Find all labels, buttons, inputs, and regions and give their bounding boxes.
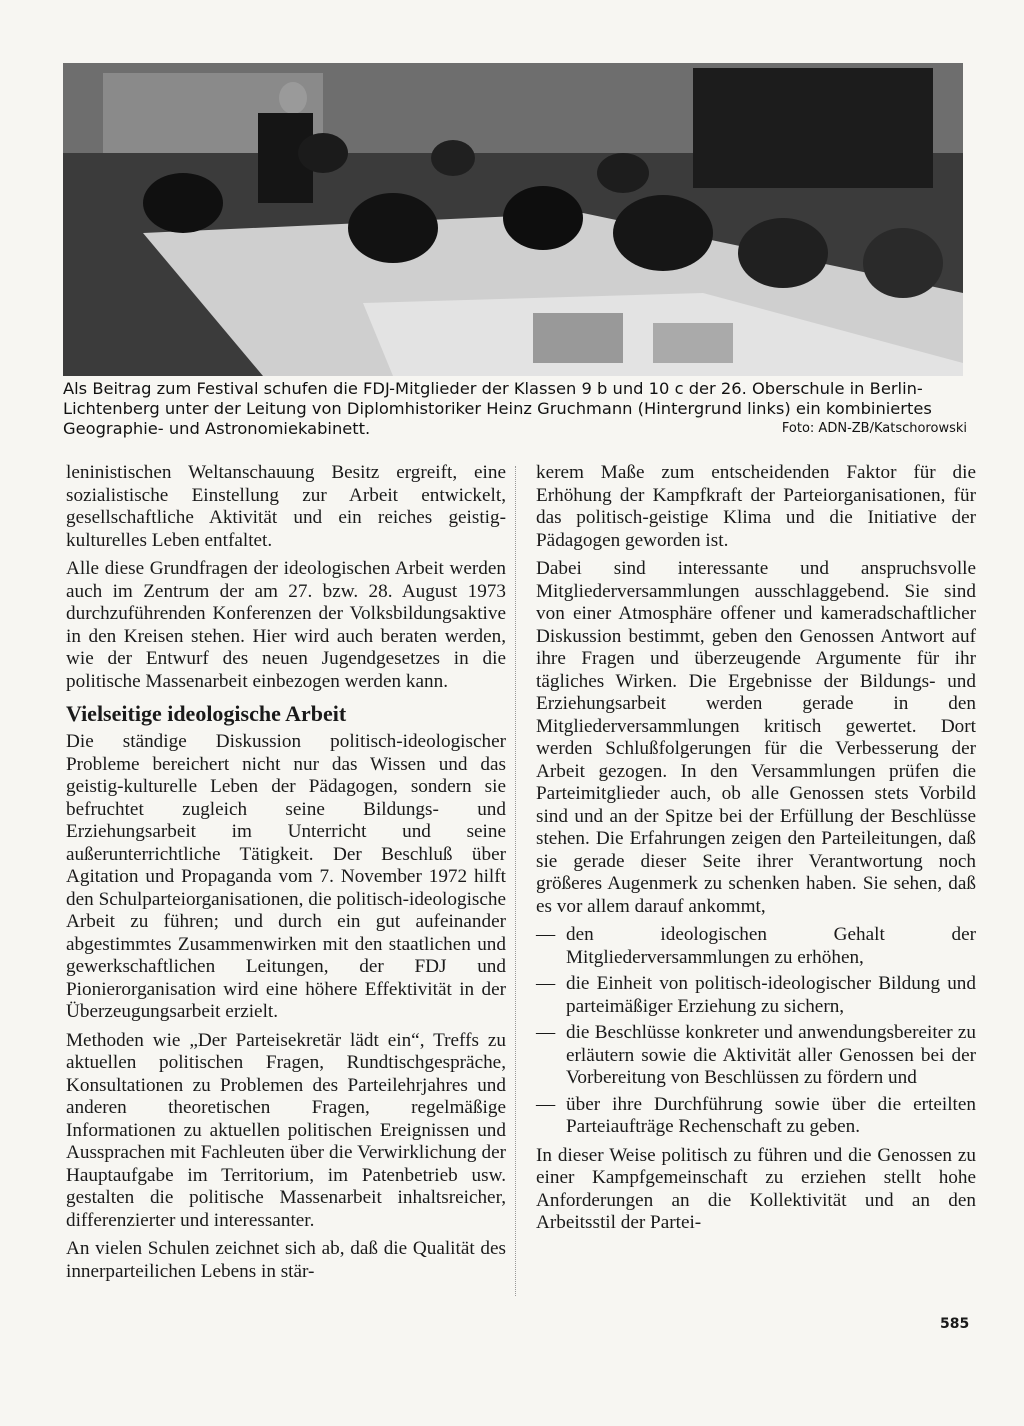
list-item: [536, 1094, 976, 1139]
list-item: [536, 1022, 976, 1090]
paragraph: An vielen Schulen zeichnet sich ab, daß die Qualität des innerparteilichen Lebens in stär-: [66, 1238, 506, 1282]
column-divider: [515, 466, 516, 1296]
classroom-photo: [63, 63, 963, 376]
classroom-photo-illustration: [63, 63, 963, 376]
paragraph: kerem Maße zum entscheidenden Faktor für die Erhöhung der Kampfkraft der Parteiorganisationen, für das politisch-geistige Klima und die Initiative der Pädagogen geworden ist.: [536, 462, 976, 551]
list-item-text: den ideologischen Gehalt der Mitgliederversammlungen zu erhöhen,: [566, 924, 976, 968]
paragraph: Die ständige Diskussion politisch-ideologischer Probleme bereichert nicht nur das Wissen und das geistig-kulturelle Leben der Pädagogen, sondern sie befruchtet zugleich seine Bildungs- und Erziehungsarbeit im Unterricht und seine außerunterrichtliche Tätigkeit. Der Beschluß über Agitation und Propaganda vom 7. November 1972 hilft den Schulparteiorganisationen, die politisch-ideologische Arbeit zu führen; und durch ein gut aufeinander abgestimmtes Zusammenwirken mit den staatlichen und gewerkschaftlichen Leitungen, der FDJ und Pionierorganisation wird eine höhere Effektivität in der Überzeugungsarbeit erzielt.: [66, 731, 506, 1022]
section-heading: Vielseitige ideologische Arbeit: [66, 701, 347, 726]
dash-marker: —: [536, 973, 556, 994]
caption-text: Als Beitrag zum Festival schufen die FDJ-Mitglieder der Klassen 9 b und 10 c der 26. Oberschule in Berlin-Lichtenberg unter der Leitung von Diplomhistoriker Heinz Gruchmann (Hintergrund links) ein kombiniertes Geographie- und Astronomiekabinett.: [63, 379, 932, 438]
list-item: [536, 973, 976, 1018]
photo-caption: [63, 379, 967, 439]
paragraph: leninistischen Weltanschauung Besitz ergreift, eine sozialistische Einstellung zur Arbeit entwickelt, gesellschaftliche Aktivität und ein reiches geistig-kulturelles Leben entfaltet.: [66, 462, 506, 551]
paragraph: Methoden wie „Der Parteisekretär lädt ein“, Treffs zu aktuellen politischen Fragen, Rundtischgespräche, Konsultationen zu Problemen des Parteilehrjahres und anderen theoretischen Fragen, regelmäßige Informationen zu aktuellen politischen Ereignissen und Aussprachen mit Fachleuten über die Verwirklichung der Hauptaufgabe im Territorium, im Patenbetrieb usw. gestalten die politische Massenarbeit inhaltsreicher, differenzierter und interessanter.: [66, 1029, 506, 1231]
list-item-text: die Beschlüsse konkreter und anwendungsbereiter zu erläutern sowie die Aktivität aller Genossen bei der Vorbereitung von Beschlüssen zu fördern und: [566, 1022, 976, 1088]
paragraph: Alle diese Grundfragen der ideologischen Arbeit werden auch im Zentrum der am 27. bzw. 28. August 1973 durchzuführenden Konferenzen der Volksbildungsaktive in den Kreisen stehen. Hier wird auch beraten werden, wie der Entwurf des neuen Jugendgesetzes in die politische Massenarbeit einbezogen werden kann.: [66, 558, 506, 692]
right-column: [536, 462, 976, 1241]
list-item-text: über ihre Durchführung sowie über die erteilten Parteiaufträge Rechenschaft zu geben.: [566, 1093, 976, 1137]
page-number: 585: [940, 1316, 970, 1332]
left-column: [66, 462, 506, 1289]
dash-marker: —: [536, 924, 556, 945]
list-item-text: die Einheit von politisch-ideologischer Bildung und parteimäßiger Erziehung zu sichern,: [566, 973, 976, 1017]
dash-marker: —: [536, 1022, 556, 1043]
photo-credit: Foto: ADN-ZB/Katschorowski: [781, 421, 967, 436]
list-item: [536, 924, 976, 969]
paragraph: Dabei sind interessante und anspruchsvolle Mitgliederversammlungen ausschlaggebend. Sie sind von einer Atmosphäre offener und kameradschaftlicher Diskussion bestimmt, geben den Genossen Antwort auf ihre Fragen und überzeugende Argumente für ihr tägliches Wirken. Die Ergebnisse der Bildungs- und Erziehungsarbeit werden gerade in den Mitgliederversammlungen kritisch gewertet. Dort werden Schlußfolgerungen für die Verbesserung der Arbeit gezogen. In den Versammlungen prüfen die Parteimitglieder auch, ob alle Genossen stets Vorbild sind und an der Spitze bei der Erfüllung der Beschlüsse stehen. Die Erfahrungen zeigen den Parteileitungen, daß sie gerade dieser Seite ihrer Verantwortung noch größeres Augenmerk zu schenken haben. Sie sehen, daß es vor allem darauf ankommt,: [536, 558, 976, 917]
dash-marker: —: [536, 1093, 556, 1115]
dash-list: [536, 924, 976, 1139]
paragraph: In dieser Weise politisch zu führen und die Genossen zu einer Kampfgemeinschaft zu erziehen stellt hohe Anforderungen an die Kollektivität und an den Arbeitsstil der Partei-: [536, 1144, 976, 1233]
